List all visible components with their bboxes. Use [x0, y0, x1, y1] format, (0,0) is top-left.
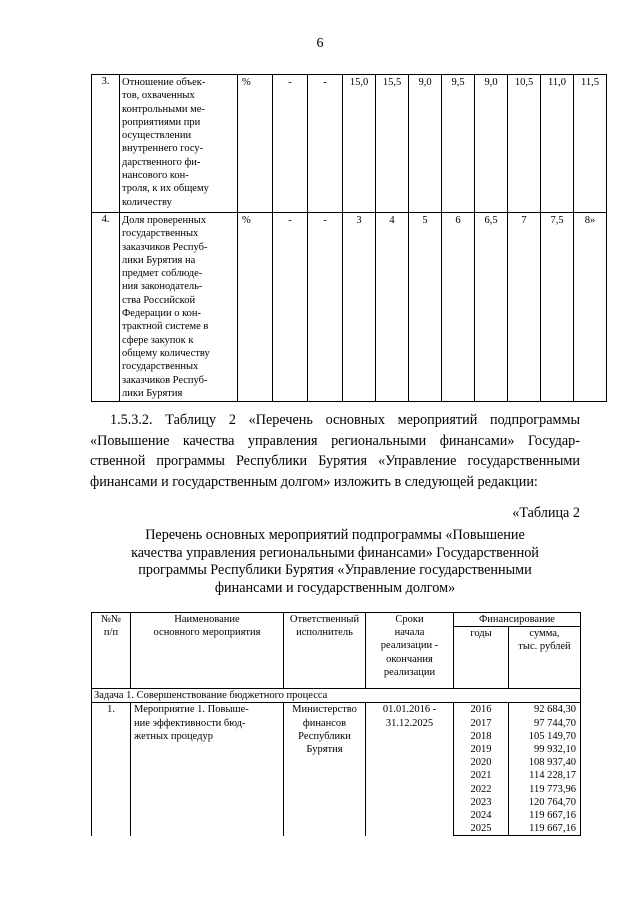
value-cell: 7,5 [541, 213, 574, 402]
period-line: 31.12.2025 [385, 717, 434, 729]
sum-cell: 120 764,70 [528, 796, 576, 808]
event-sums [509, 703, 581, 836]
indicator-name-line: Доля проверенных [122, 215, 207, 226]
event-executor [284, 703, 366, 836]
sum-cell: 119 667,16 [529, 823, 576, 835]
year-cell: 2022 [470, 783, 492, 795]
value-cell: 8» [574, 213, 607, 402]
table-title [90, 527, 580, 597]
indicator-name-line: тов, охваченных [122, 90, 195, 102]
event-name-line: жетных процедур [134, 730, 214, 742]
header-name [131, 613, 284, 689]
header-line: Наименование [174, 614, 240, 625]
executor-line: Бурятия [306, 744, 343, 756]
table-title-line: Перечень основных мероприятий подпрограммы «Повышение [145, 527, 525, 543]
indicator-name-line: государственных [122, 361, 199, 373]
unit-cell: % [238, 75, 273, 213]
paragraph-line: 1.5.3.2. Таблицу 2 «Перечень основных мероприятий подпрограммы [110, 412, 580, 428]
header-line: п/п [103, 627, 119, 639]
value-cell: 3 [343, 213, 376, 402]
sum-cell: 99 932,10 [534, 743, 576, 755]
period-line: 01.01.2016 - [382, 704, 437, 716]
header-num [92, 613, 131, 689]
header-line: начала [394, 627, 425, 639]
year-cell: 2018 [470, 730, 492, 742]
indicator-name-line: дарственного фи- [122, 156, 201, 168]
value-cell: 9,0 [475, 75, 508, 213]
header-period [366, 613, 454, 689]
paragraph-line: ственной программы Республики Бурятия «Управление государственными [90, 453, 580, 469]
events-table [91, 612, 581, 836]
value-cell: 9,5 [442, 75, 475, 213]
value-cell: 4 [376, 213, 409, 402]
table-row [92, 703, 581, 836]
value-cell: 6,5 [475, 213, 508, 402]
indicator-name-line: внутреннего госу- [122, 143, 204, 155]
header-sum [509, 627, 581, 689]
sum-cell: 105 149,70 [528, 730, 576, 742]
header-line: исполнитель [296, 627, 353, 639]
indicator-name-line: государственных [122, 228, 199, 240]
header-line: реализации [383, 666, 436, 678]
table-row [92, 75, 607, 213]
page-number: 6 [316, 36, 324, 51]
year-cell: 2020 [470, 757, 492, 769]
indicator-name-line: заказчиков Респуб- [122, 374, 208, 386]
paragraph-line: финансами и государственным долгом» изложить в следующей редакции: [90, 473, 538, 490]
year-cell: 2021 [470, 770, 492, 782]
indicator-name-line: предмет соблюде- [122, 268, 203, 280]
event-name-line: Мероприятие 1. Повыше- [134, 704, 249, 716]
indicator-name-line: количеству [122, 196, 172, 208]
sum-cell: 119 773,96 [529, 783, 576, 795]
table-title-line: финансами и государственным долгом» [214, 579, 456, 596]
header-line: реализации - [380, 640, 439, 652]
table-row [92, 213, 607, 402]
value-cell: 5 [409, 213, 442, 402]
indicator-name-line: осуществлении [122, 130, 192, 142]
year-cell: 2025 [470, 823, 492, 835]
sum-cell: 92 684,30 [534, 704, 576, 716]
header-line: тыс. рублей [518, 641, 571, 653]
event-name [131, 703, 284, 836]
indicator-name-line: троля, к их общему [122, 183, 209, 195]
paragraph-line: «Повышение качества управления региональными финансами» Государ- [90, 432, 580, 449]
indicator-name-line: лики Бурятия на [122, 254, 196, 266]
table-header-row [92, 613, 581, 627]
sum-cell: 114 228,17 [529, 770, 576, 782]
header-line: Сроки [395, 614, 424, 625]
executor-line: Республики [298, 730, 351, 742]
task-row: Задача 1. Совершенствование бюджетного процесса [92, 689, 581, 703]
indicator-name-line: ства Российской [122, 294, 196, 306]
value-cell: 10,5 [508, 75, 541, 213]
indicator-name-line: трактной системе в [122, 321, 209, 333]
indicator-name [120, 75, 238, 213]
header-line: Ответственный [289, 614, 360, 625]
indicator-name-line: нансового кон- [122, 170, 189, 182]
year-cell: 2019 [470, 743, 492, 755]
row-number: 3. [92, 75, 120, 213]
sum-cell: 119 667,16 [529, 809, 576, 821]
value-cell: 11,5 [574, 75, 607, 213]
indicator-name-line: роприятиями при [122, 116, 201, 128]
indicator-name-line: Федерации о кон- [122, 308, 202, 320]
header-executor [284, 613, 366, 689]
event-name-line: ние эффективности бюд- [134, 717, 246, 729]
indicator-name-line: Отношение объек- [122, 77, 206, 88]
value-cell: 9,0 [409, 75, 442, 213]
indicator-name-line: сфере закупок к [122, 334, 194, 346]
table-title-line: качества управления региональными финансами» Государственной [131, 544, 539, 561]
header-financing: Финансирование [454, 613, 581, 627]
year-cell: 2023 [470, 796, 492, 808]
event-period [366, 703, 454, 836]
indicator-name [120, 213, 238, 402]
amendment-paragraph [90, 410, 580, 492]
event-number: 1. [92, 703, 131, 836]
table-row [92, 689, 581, 703]
indicator-name-line: ния законодатель- [122, 281, 203, 293]
year-cell: 2016 [470, 704, 492, 716]
value-cell: - [273, 75, 308, 213]
value-cell: 11,0 [541, 75, 574, 213]
row-number: 4. [92, 213, 120, 402]
sum-cell: 97 744,70 [534, 717, 576, 729]
value-cell: - [308, 75, 343, 213]
indicator-name-line: заказчиков Респуб- [122, 241, 208, 253]
value-cell: 15,0 [343, 75, 376, 213]
header-line: сумма, [529, 628, 560, 640]
header-line: №№ [100, 614, 122, 625]
header-years: годы [454, 627, 509, 689]
indicator-name-line: общему количеству [122, 347, 210, 359]
year-cell: 2017 [470, 717, 492, 729]
executor-line: финансов [302, 717, 347, 729]
indicator-name-line: лики Бурятия [122, 387, 183, 399]
unit-cell: % [238, 213, 273, 402]
event-years [454, 703, 509, 836]
sum-cell: 108 937,40 [528, 757, 576, 769]
table-title-line: программы Республики Бурятия «Управление государственными [138, 562, 532, 578]
indicators-table [91, 74, 607, 402]
indicator-name-line: контрольными ме- [122, 103, 205, 115]
value-cell: 6 [442, 213, 475, 402]
value-cell: 15,5 [376, 75, 409, 213]
year-cell: 2024 [470, 809, 492, 821]
header-line: окончания [386, 653, 433, 665]
value-cell: 7 [508, 213, 541, 402]
executor-line: Министерство [292, 704, 357, 716]
value-cell: - [273, 213, 308, 402]
value-cell: - [308, 213, 343, 402]
table-label: «Таблица 2 [512, 505, 580, 521]
header-line: основного мероприятия [153, 627, 261, 639]
